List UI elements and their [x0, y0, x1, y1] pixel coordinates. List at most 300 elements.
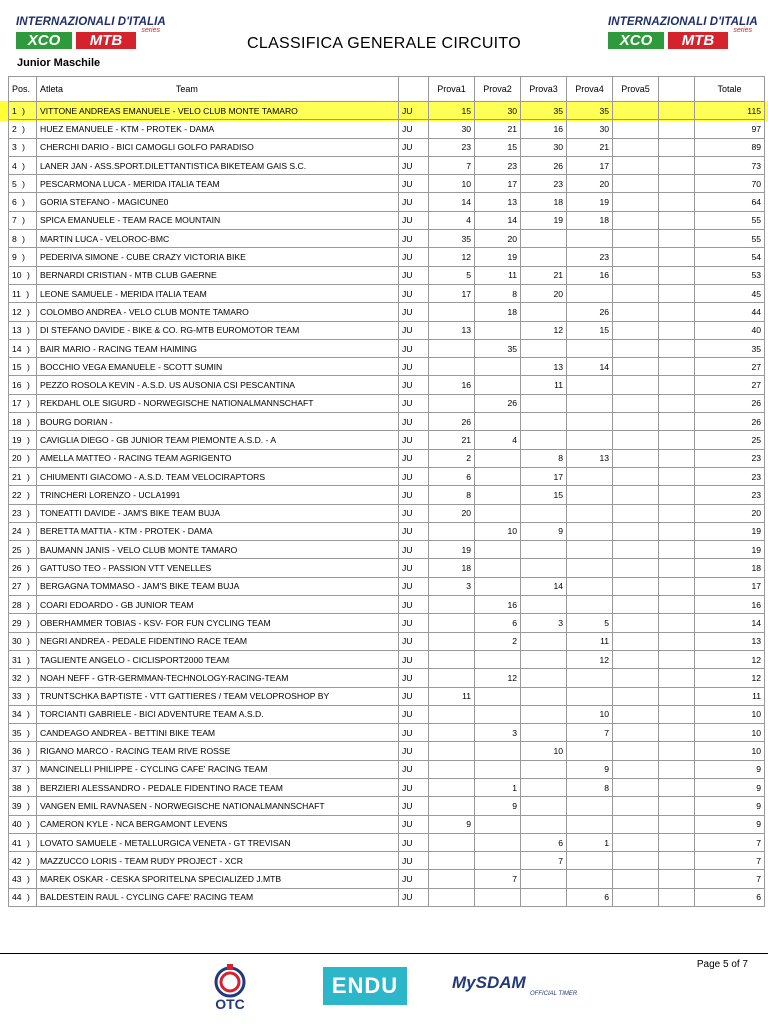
position-paren: ) [24, 416, 30, 427]
table-row [9, 266, 765, 284]
cell-prova3: 17 [521, 467, 567, 485]
cell-prova3: 12 [521, 321, 567, 339]
table-row [9, 669, 765, 687]
cell-spacer [659, 431, 695, 449]
cell-prova4: 8 [567, 778, 613, 796]
position-paren: ) [24, 489, 30, 500]
cell-prova3 [521, 650, 567, 668]
cell-totale: 9 [695, 797, 765, 815]
cell-prova3 [521, 248, 567, 266]
cell-prova2: 30 [475, 102, 521, 120]
cell-totale: 12 [695, 669, 765, 687]
cell-prova3 [521, 778, 567, 796]
cell-prova5 [613, 321, 659, 339]
cell-totale: 55 [695, 230, 765, 248]
position-paren: ) [19, 215, 26, 226]
cell-category: JU [399, 303, 429, 321]
cell-prova4: 30 [567, 120, 613, 138]
cell-prova1 [429, 303, 475, 321]
position-number: 25 [12, 544, 22, 555]
position-paren: ) [24, 617, 30, 628]
cell-prova4: 15 [567, 321, 613, 339]
cell-prova2 [475, 705, 521, 723]
table-row [9, 760, 765, 778]
cell-prova5 [613, 797, 659, 815]
col-prova4: Prova4 [567, 77, 613, 102]
cell-prova5 [613, 577, 659, 595]
cell-category: JU [399, 760, 429, 778]
cell-athlete-team: CAMERON KYLE - NCA BERGAMONT LEVENS [37, 815, 399, 833]
cell-prova3: 30 [521, 138, 567, 156]
cell-category: JU [399, 522, 429, 540]
cell-prova4: 19 [567, 193, 613, 211]
cell-prova2: 4 [475, 431, 521, 449]
cell-prova3 [521, 797, 567, 815]
cell-spacer [659, 504, 695, 522]
cell-prova4 [567, 376, 613, 394]
cell-prova2: 8 [475, 284, 521, 302]
cell-athlete-team: NEGRI ANDREA - PEDALE FIDENTINO RACE TEAM [37, 632, 399, 650]
cell-totale: 115 [695, 102, 765, 120]
cell-prova2 [475, 504, 521, 522]
position-number: 4 [12, 160, 17, 171]
position-number: 26 [12, 563, 22, 574]
position-number: 15 [12, 361, 22, 372]
cell-totale: 7 [695, 833, 765, 851]
cell-prova1: 14 [429, 193, 475, 211]
position-number: 5 [12, 178, 17, 189]
cell-prova5 [613, 156, 659, 174]
table-row [9, 852, 765, 870]
table-row [9, 156, 765, 174]
cell-prova4 [567, 870, 613, 888]
cell-prova1: 15 [429, 102, 475, 120]
cell-spacer [659, 687, 695, 705]
position-paren: ) [24, 746, 30, 757]
cell-totale: 35 [695, 339, 765, 357]
position-number: 1 [12, 105, 17, 116]
cell-prova2 [475, 742, 521, 760]
cell-prova5 [613, 394, 659, 412]
cell-totale: 13 [695, 632, 765, 650]
position-paren: ) [24, 453, 30, 464]
cell-prova1 [429, 632, 475, 650]
position-paren: ) [24, 654, 30, 665]
cell-prova1 [429, 522, 475, 540]
cell-totale: 27 [695, 358, 765, 376]
cell-athlete-team: VITTONE ANDREAS EMANUELE - VELO CLUB MONTE TAMARO [37, 102, 399, 120]
cell-prova5 [613, 504, 659, 522]
table-row [9, 797, 765, 815]
cell-totale: 23 [695, 467, 765, 485]
table-row [9, 888, 765, 906]
cell-spacer [659, 650, 695, 668]
cell-athlete-team: TAGLIENTE ANGELO - CICLISPORT2000 TEAM [37, 650, 399, 668]
cell-spacer [659, 778, 695, 796]
cell-athlete-team: GATTUSO TEO - PASSION VTT VENELLES [37, 559, 399, 577]
cell-prova4: 9 [567, 760, 613, 778]
cell-athlete-team: COARI EDOARDO - GB JUNIOR TEAM [37, 596, 399, 614]
cell-totale: 23 [695, 486, 765, 504]
cell-totale: 7 [695, 852, 765, 870]
cell-pos [9, 504, 37, 522]
cell-athlete-team: MARTIN LUCA - VELOROC-BMC [37, 230, 399, 248]
mysdam-logo-text: MySDAM [452, 973, 526, 992]
cell-pos [9, 138, 37, 156]
cell-pos [9, 303, 37, 321]
position-number: 16 [12, 380, 22, 391]
cell-prova3: 6 [521, 833, 567, 851]
cell-athlete-team: DI STEFANO DAVIDE - BIKE & CO. RG-MTB EUROMOTOR TEAM [37, 321, 399, 339]
col-prova2: Prova2 [475, 77, 521, 102]
col-prova5: Prova5 [613, 77, 659, 102]
cell-category: JU [399, 211, 429, 229]
cell-category: JU [399, 687, 429, 705]
cell-prova5 [613, 742, 659, 760]
cell-category: JU [399, 559, 429, 577]
cell-spacer [659, 815, 695, 833]
cell-prova5 [613, 376, 659, 394]
cell-athlete-team: BERETTA MATTIA - KTM - PROTEK - DAMA [37, 522, 399, 540]
cell-spacer [659, 303, 695, 321]
position-number: 34 [12, 709, 22, 720]
position-paren: ) [19, 197, 26, 208]
table-row [9, 650, 765, 668]
cell-prova4: 18 [567, 211, 613, 229]
cell-pos [9, 175, 37, 193]
cell-prova5 [613, 138, 659, 156]
cell-category: JU [399, 577, 429, 595]
position-paren: ) [24, 508, 30, 519]
cell-pos [9, 211, 37, 229]
cell-prova2: 1 [475, 778, 521, 796]
cell-category: JU [399, 888, 429, 906]
cell-prova3 [521, 339, 567, 357]
cell-totale: 73 [695, 156, 765, 174]
cell-prova1 [429, 778, 475, 796]
page-number: Page 5 of 7 [696, 959, 748, 970]
cell-athlete-team: LEONE SAMUELE - MERIDA ITALIA TEAM [37, 284, 399, 302]
cell-prova5 [613, 833, 659, 851]
cell-prova4 [567, 339, 613, 357]
position-paren: ) [24, 306, 30, 317]
cell-prova1 [429, 742, 475, 760]
cell-pos [9, 486, 37, 504]
cell-pos [9, 559, 37, 577]
cell-pos [9, 669, 37, 687]
cell-prova1: 12 [429, 248, 475, 266]
cell-category: JU [399, 852, 429, 870]
cell-prova5 [613, 669, 659, 687]
col-prova3: Prova3 [521, 77, 567, 102]
cell-prova1 [429, 614, 475, 632]
otc-logo-icon [200, 962, 260, 1012]
cell-athlete-team: OBERHAMMER TOBIAS - KSV- FOR FUN CYCLING TEAM [37, 614, 399, 632]
cell-category: JU [399, 467, 429, 485]
cell-prova5 [613, 248, 659, 266]
cell-spacer [659, 596, 695, 614]
cell-spacer [659, 486, 695, 504]
cell-totale: 6 [695, 888, 765, 906]
cell-prova4 [567, 467, 613, 485]
cell-prova3: 19 [521, 211, 567, 229]
position-number: 37 [12, 764, 22, 775]
cell-athlete-team: VANGEN EMIL RAVNASEN - NORWEGISCHE NATIONALMANNSCHAFT [37, 797, 399, 815]
cell-pos [9, 522, 37, 540]
cell-totale: 44 [695, 303, 765, 321]
cell-prova5 [613, 870, 659, 888]
cell-prova1: 30 [429, 120, 475, 138]
cell-totale: 53 [695, 266, 765, 284]
cell-athlete-team: HUEZ EMANUELE - KTM - PROTEK - DAMA [37, 120, 399, 138]
cell-pos [9, 596, 37, 614]
table-row [9, 120, 765, 138]
cell-spacer [659, 120, 695, 138]
cell-totale: 40 [695, 321, 765, 339]
cell-totale: 12 [695, 650, 765, 668]
table-row [9, 413, 765, 431]
cell-prova4: 11 [567, 632, 613, 650]
table-row [9, 559, 765, 577]
cell-prova4 [567, 852, 613, 870]
cell-prova1 [429, 724, 475, 742]
cell-prova5 [613, 486, 659, 504]
cell-prova3 [521, 504, 567, 522]
cell-category: JU [399, 815, 429, 833]
table-row [9, 138, 765, 156]
logo-left-xco: XCO [16, 32, 72, 49]
table-row [9, 321, 765, 339]
cell-spacer [659, 852, 695, 870]
cell-pos [9, 449, 37, 467]
cell-prova2: 16 [475, 596, 521, 614]
cell-prova1: 8 [429, 486, 475, 504]
cell-prova5 [613, 303, 659, 321]
cell-prova3 [521, 870, 567, 888]
cell-totale: 17 [695, 577, 765, 595]
cell-prova4: 6 [567, 888, 613, 906]
cell-prova4 [567, 522, 613, 540]
cell-prova5 [613, 266, 659, 284]
cell-totale: 18 [695, 559, 765, 577]
cell-spacer [659, 321, 695, 339]
cell-prova5 [613, 230, 659, 248]
col-athlete-team [37, 77, 399, 102]
cell-prova4 [567, 687, 613, 705]
cell-prova5 [613, 211, 659, 229]
cell-category: JU [399, 596, 429, 614]
table-row [9, 394, 765, 412]
cell-prova5 [613, 724, 659, 742]
cell-prova5 [613, 705, 659, 723]
cell-category: JU [399, 870, 429, 888]
cell-prova2 [475, 321, 521, 339]
logo-right-xco: XCO [608, 32, 664, 49]
position-number: 11 [12, 288, 21, 299]
cell-athlete-team: REKDAHL OLE SIGURD - NORWEGISCHE NATIONALMANNSCHAFT [37, 394, 399, 412]
cell-prova4 [567, 596, 613, 614]
cell-category: JU [399, 339, 429, 357]
position-number: 28 [12, 599, 22, 610]
cell-prova3 [521, 687, 567, 705]
cell-prova4 [567, 431, 613, 449]
cell-prova3: 11 [521, 376, 567, 394]
position-paren: ) [24, 398, 30, 409]
cell-prova1 [429, 888, 475, 906]
cell-spacer [659, 394, 695, 412]
cell-prova4 [567, 413, 613, 431]
cell-prova3: 8 [521, 449, 567, 467]
cell-category: JU [399, 193, 429, 211]
cell-athlete-team: BOCCHIO VEGA EMANUELE - SCOTT SUMIN [37, 358, 399, 376]
cell-category: JU [399, 138, 429, 156]
table-row [9, 687, 765, 705]
cell-prova3 [521, 669, 567, 687]
position-paren: ) [19, 123, 26, 134]
cell-athlete-team: TRUNTSCHKA BAPTISTE - VTT GATTIERES / TEAM VELOPROSHOP BY [37, 687, 399, 705]
cell-spacer [659, 888, 695, 906]
cell-pos [9, 614, 37, 632]
cell-category: JU [399, 358, 429, 376]
cell-pos [9, 120, 37, 138]
cell-prova4 [567, 284, 613, 302]
position-paren: ) [24, 581, 30, 592]
cell-pos [9, 193, 37, 211]
cell-prova3: 7 [521, 852, 567, 870]
cell-prova5 [613, 413, 659, 431]
cell-totale: 10 [695, 742, 765, 760]
position-paren: ) [24, 343, 30, 354]
cell-category: JU [399, 541, 429, 559]
position-number: 41 [12, 837, 22, 848]
cell-prova4: 35 [567, 102, 613, 120]
cell-category: JU [399, 504, 429, 522]
cell-prova1: 9 [429, 815, 475, 833]
cell-prova4 [567, 577, 613, 595]
position-paren: ) [24, 855, 30, 866]
position-paren: ) [24, 526, 30, 537]
col-totale: Totale [695, 77, 765, 102]
cell-spacer [659, 376, 695, 394]
table-row [9, 193, 765, 211]
position-number: 14 [12, 343, 22, 354]
cell-prova1: 2 [429, 449, 475, 467]
cell-totale: 23 [695, 449, 765, 467]
cell-prova1: 4 [429, 211, 475, 229]
cell-prova2: 9 [475, 797, 521, 815]
cell-totale: 9 [695, 760, 765, 778]
position-number: 10 [12, 270, 22, 281]
cell-spacer [659, 175, 695, 193]
cell-totale: 16 [695, 596, 765, 614]
table-row [9, 522, 765, 540]
cell-prova5 [613, 760, 659, 778]
cell-prova2: 23 [475, 156, 521, 174]
cell-athlete-team: GORIA STEFANO - MAGICUNE0 [37, 193, 399, 211]
cell-spacer [659, 248, 695, 266]
cell-spacer [659, 742, 695, 760]
table-row [9, 614, 765, 632]
cell-prova5 [613, 120, 659, 138]
cell-category: JU [399, 724, 429, 742]
cell-prova5 [613, 888, 659, 906]
cell-pos [9, 833, 37, 851]
cell-athlete-team: CANDEAGO ANDREA - BETTINI BIKE TEAM [37, 724, 399, 742]
position-number: 9 [12, 252, 17, 263]
cell-prova1 [429, 705, 475, 723]
cell-pos [9, 376, 37, 394]
cell-prova2: 10 [475, 522, 521, 540]
cell-prova5 [613, 339, 659, 357]
cell-prova5 [613, 522, 659, 540]
cell-prova4: 13 [567, 449, 613, 467]
cell-athlete-team: TORCIANTI GABRIELE - BICI ADVENTURE TEAM A.S.D. [37, 705, 399, 723]
cell-totale: 70 [695, 175, 765, 193]
cell-category: JU [399, 284, 429, 302]
table-row [9, 358, 765, 376]
cell-category: JU [399, 449, 429, 467]
cell-prova3 [521, 760, 567, 778]
position-number: 33 [12, 691, 22, 702]
position-paren: ) [19, 178, 26, 189]
cell-category: JU [399, 742, 429, 760]
table-row [9, 175, 765, 193]
cell-totale: 19 [695, 541, 765, 559]
cell-prova3 [521, 815, 567, 833]
cell-prova5 [613, 175, 659, 193]
cell-prova5 [613, 632, 659, 650]
table-row [9, 504, 765, 522]
cell-totale: 89 [695, 138, 765, 156]
cell-prova2: 18 [475, 303, 521, 321]
cell-prova3 [521, 724, 567, 742]
cell-prova5 [613, 541, 659, 559]
cell-athlete-team: PEZZO ROSOLA KEVIN - A.S.D. US AUSONIA CSI PESCANTINA [37, 376, 399, 394]
cell-totale: 9 [695, 778, 765, 796]
cell-prova4: 21 [567, 138, 613, 156]
cell-pos [9, 431, 37, 449]
cell-prova2 [475, 577, 521, 595]
cell-spacer [659, 559, 695, 577]
cell-prova2 [475, 888, 521, 906]
cell-category: JU [399, 669, 429, 687]
logo-left-mtb: MTB [76, 32, 136, 49]
cell-pos [9, 852, 37, 870]
cell-totale: 10 [695, 705, 765, 723]
position-number: 2 [12, 123, 17, 134]
table-row [9, 248, 765, 266]
cell-pos [9, 248, 37, 266]
position-number: 39 [12, 800, 22, 811]
cell-pos [9, 467, 37, 485]
cell-spacer [659, 833, 695, 851]
col-prova1: Prova1 [429, 77, 475, 102]
cell-prova3 [521, 888, 567, 906]
category-label: Junior Maschile [17, 57, 101, 69]
cell-athlete-team: RIGANO MARCO - RACING TEAM RIVE ROSSE [37, 742, 399, 760]
cell-prova4 [567, 230, 613, 248]
cell-athlete-team: CAVIGLIA DIEGO - GB JUNIOR TEAM PIEMONTE A.S.D. - A [37, 431, 399, 449]
cell-athlete-team: NOAH NEFF - GTR-GERMMAN-TECHNOLOGY-RACING-TEAM [37, 669, 399, 687]
logo-right-series: series [733, 27, 752, 34]
cell-totale: 26 [695, 413, 765, 431]
table-row [9, 303, 765, 321]
table-row [9, 230, 765, 248]
position-number: 7 [12, 215, 17, 226]
position-number: 42 [12, 855, 22, 866]
position-paren: ) [24, 599, 30, 610]
position-number: 36 [12, 746, 22, 757]
